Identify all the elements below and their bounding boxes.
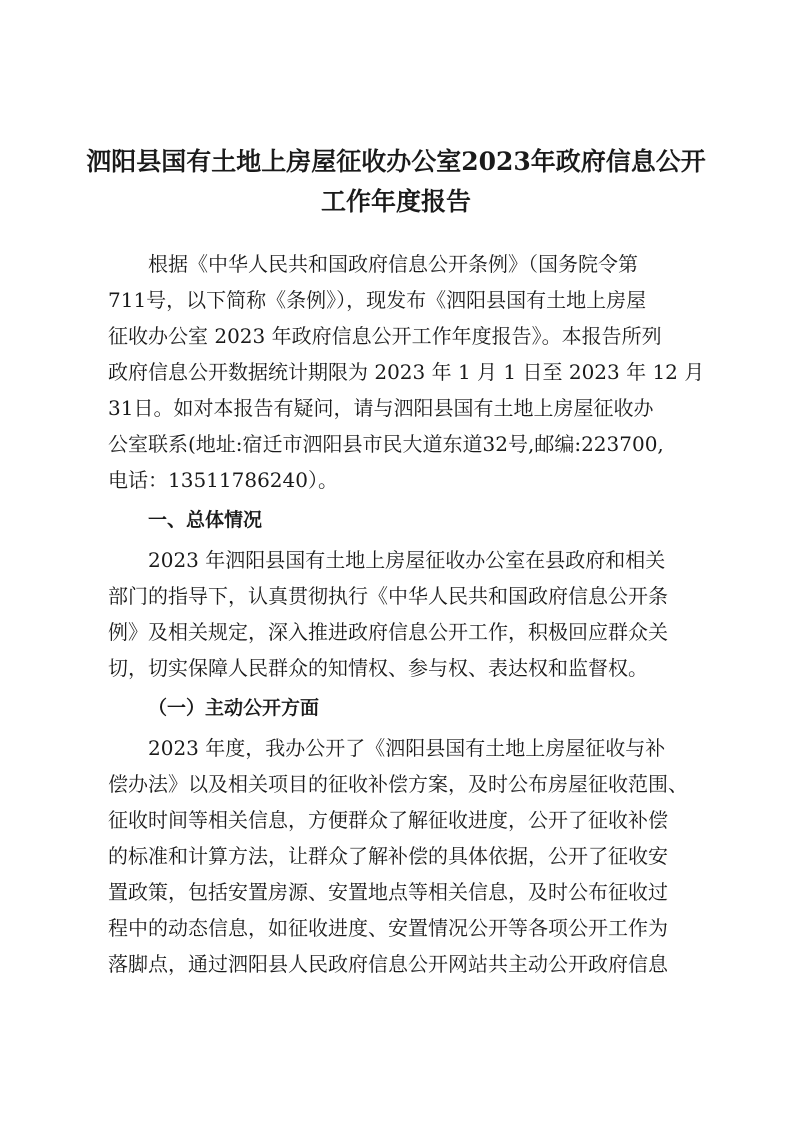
paragraph-line: 例》及相关规定，深入推进政府信息公开工作，积极回应群众关	[108, 620, 668, 644]
section-heading: 一、总体情况	[148, 509, 263, 531]
paragraph-line: 部门的指导下，认真贯彻执行《中华人民共和国政府信息公开条	[108, 584, 668, 608]
paragraph-line: 根据《中华人民共和国政府信息公开条例》（国务院令第	[148, 252, 638, 276]
paragraph-line: 切，切实保障人民群众的知情权、参与权、表达权和监督权。	[108, 656, 648, 680]
paragraph-line: 的标准和计算方法，让群众了解补偿的具体依据，公开了征收安	[108, 844, 668, 868]
paragraph-line: 程中的动态信息，如征收进度、安置情况公开等各项公开工作为	[108, 916, 668, 940]
subsection-heading: （一）主动公开方面	[148, 697, 320, 719]
paragraph-line: 政府信息公开数据统计期限为 2023 年 1 月 1 日至 2023 年 12 月	[108, 360, 705, 384]
report-title-line-1: 泗阳县国有土地上房屋征收办公室2023年政府信息公开	[86, 147, 706, 176]
paragraph-line: 落脚点，通过泗阳县人民政府信息公开网站共主动公开政府信息	[108, 952, 668, 976]
paragraph-line: 电话：13511786240）。	[108, 468, 338, 492]
paragraph-line: 偿办法》以及相关项目的征收补偿方案，及时公布房屋征收范围、	[108, 772, 688, 796]
paragraph-line: 公室联系(地址:宿迁市泗阳县市民大道东道32号,邮编:223700,	[108, 432, 664, 456]
paragraph-line: 711号，以下简称《条例》），现发布《泗阳县国有土地上房屋	[108, 288, 647, 312]
paragraph-line: 征收时间等相关信息，方便群众了解征收进度，公开了征收补偿	[108, 808, 668, 832]
paragraph-line: 2023 年度，我办公开了《泗阳县国有土地上房屋征收与补	[148, 736, 666, 760]
paragraph-line: 31日。如对本报告有疑问，请与泗阳县国有土地上房屋征收办	[108, 396, 654, 420]
report-title-line-2: 工作年度报告	[320, 187, 471, 216]
paragraph-line: 2023 年泗阳县国有土地上房屋征收办公室在县政府和相关	[148, 548, 666, 572]
paragraph-line: 征收办公室 2023 年政府信息公开工作年度报告》。本报告所列	[108, 324, 662, 348]
paragraph-line: 置政策，包括安置房源、安置地点等相关信息，及时公布征收过	[108, 880, 668, 904]
